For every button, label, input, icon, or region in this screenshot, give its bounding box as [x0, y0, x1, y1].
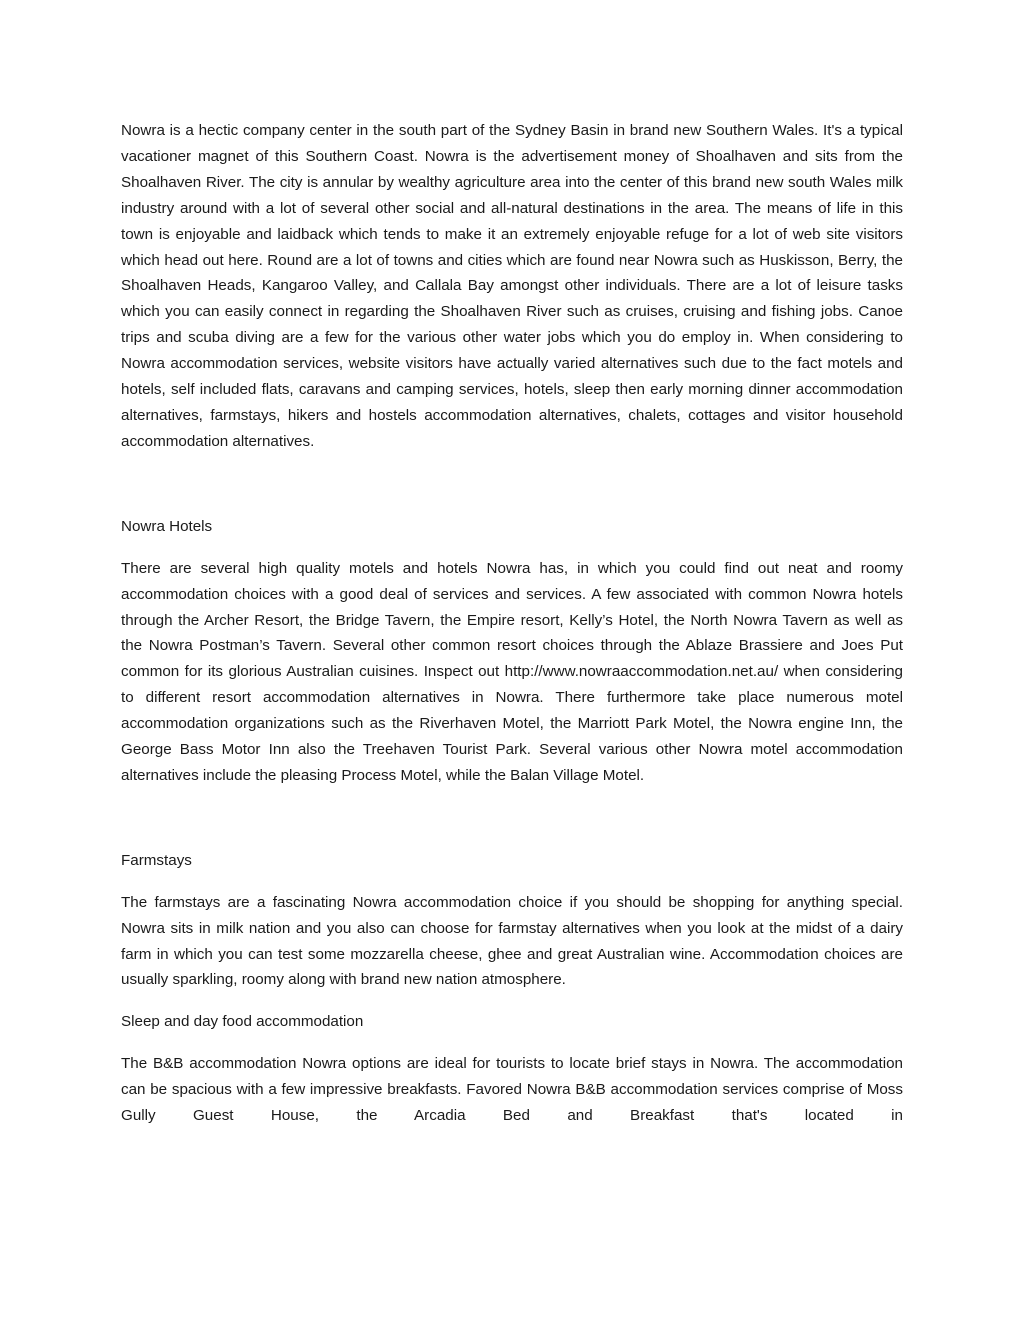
intro-paragraph: Nowra is a hectic company center in the south part of the Sydney Basin in brand new Southern Wales. It's a typical vacationer magnet of this Southern Coast. Nowra is the advertisement money of Shoalhaven and sits from the Shoalhaven River. The city is annular by wealthy agriculture area into the center of this brand new south Wales milk industry around with a lot of several other social and all-natural destinations in the area. The means of life in this town is enjoyable and laidback which tends to make it an extremely enjoyable refuge for a lot of web site visitors which head out here. Round are a lot of towns and cities which are found near Nowra such as Huskisson, Berry, the Shoalhaven Heads, Kangaroo Valley, and Callala Bay amongst other individuals. There are a lot of leisure tasks which you can easily connect in regarding the Shoalhaven River such as cruises, cruising and fishing jobs. Canoe trips and scuba diving are a few for the various other water jobs which you do employ in. When considering to Nowra accommodation services, website visitors have actually varied alternatives such due to the fact motels and hotels, self included flats, caravans and camping services, hotels, sleep then early morning dinner accommodation alternatives, farmstays, hikers and hostels accommodation alternatives, chalets, cottages and visitor household accommodation alternatives.	[121, 122, 903, 450]
farmstays-paragraph: The farmstays are a fascinating Nowra accommodation choice if you should be shopping for anything special. Nowra sits in milk nation and you also can choose for farmstay alternatives when you look at the midst of a dairy farm in which you can test some mozzarella cheese, ghee and great Australian wine. Accommodation choices are usually sparkling, roomy along with brand new nation atmosphere.	[121, 893, 903, 989]
section-spacer	[121, 455, 903, 514]
bnb-heading: Sleep and day food accommodation	[121, 1013, 364, 1031]
hotels-paragraph: There are several high quality motels and hotels Nowra has, in which you could find out neat and roomy accommodation choices with a good deal of services and services. A few associated with common Nowra hotels through the Archer Resort, the Bridge Tavern, the Empire resort, Kelly’s Hotel, the North Nowra Tavern as well as the Nowra Postman’s Tavern. Several other common resort choices through the Ablaze Brassiere and Joes Put common for its glorious Australian cuisines. Inspect out http://www.nowraaccommodation.net.au/ when considering to different resort accommodation alternatives in Nowra. There furthermore take place numerous motel accommodation organizations such as the Riverhaven Motel, the Marriott Park Motel, the Nowra engine Inn, the George Bass Motor Inn also the Treehaven Tourist Park. Several various other Nowra motel accommodation alternatives include the pleasing Process Motel, while the Balan Village Motel.	[121, 559, 903, 784]
document-page	[121, 118, 903, 1129]
section-spacer	[121, 789, 903, 848]
bnb-paragraph: The B&B accommodation Nowra options are ideal for tourists to locate brief stays in Nowra. The accommodation can be spacious with a few impressive breakfasts. Favored Nowra B&B accommodation services comprise of Moss Gully Guest House, the Arcadia Bed and Breakfast that's located in	[121, 1055, 903, 1125]
heading-spacer	[121, 540, 903, 556]
heading-spacer	[121, 1035, 903, 1051]
heading-spacer	[121, 874, 903, 890]
hotels-heading: Nowra Hotels	[121, 517, 213, 535]
farmstays-heading: Farmstays	[121, 851, 192, 869]
paragraph-spacer	[121, 993, 903, 1009]
